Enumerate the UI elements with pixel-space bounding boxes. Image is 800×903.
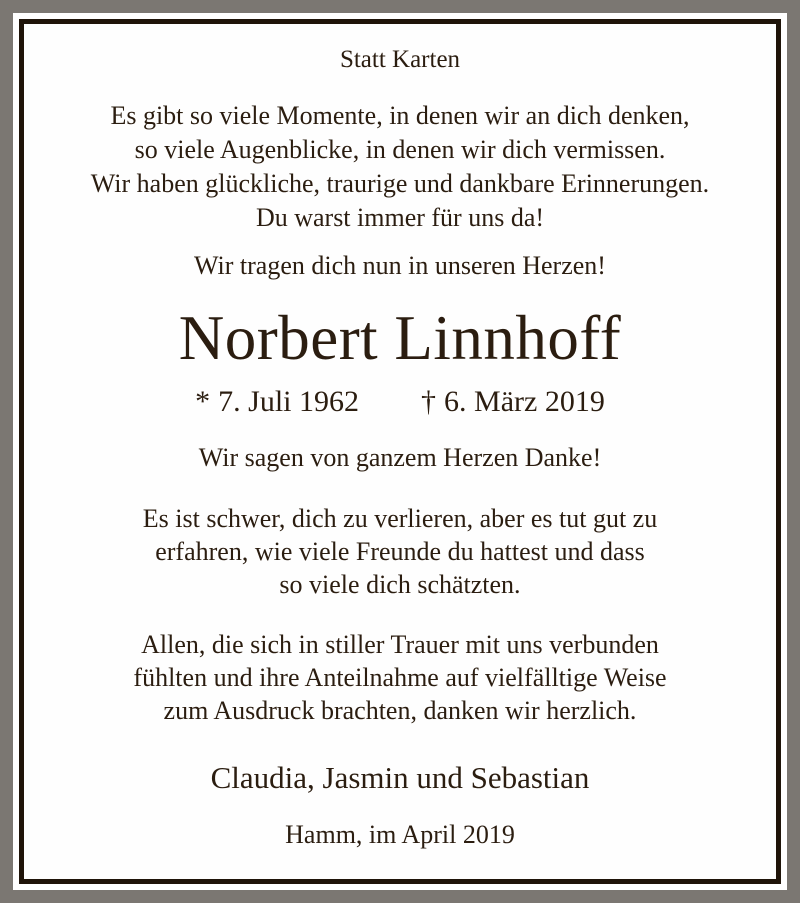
poem-line: Du warst immer für uns da!	[255, 203, 545, 232]
poem-line: so viele Augenblicke, in denen wir dich vermissen.	[134, 135, 666, 164]
paragraph-gratitude	[24, 628, 776, 727]
paragraph-line: Allen, die sich in stiller Trauer mit uns verbunden	[141, 630, 659, 659]
family-signature-line: Claudia, Jasmin und Sebastian	[210, 760, 590, 795]
paragraph-line: fühlten und ihre Anteilnahme auf vielfälltige Weise	[133, 663, 667, 692]
place-date-line: Hamm, im April 2019	[285, 820, 515, 849]
paragraph-line: zum Ausdruck brachten, danken wir herzlich.	[163, 696, 637, 725]
white-mat	[13, 13, 787, 890]
poem-line: Es gibt so viele Momente, in denen wir an dich denken,	[110, 101, 690, 130]
birth-date-text: 7. Juli 1962	[218, 385, 360, 418]
life-dates-row	[24, 383, 776, 421]
deceased-name: Norbert Linnhoff	[178, 303, 622, 373]
paragraph-loss	[24, 502, 776, 601]
death-date-item	[421, 383, 605, 421]
paragraph-line: so viele dich schätzten.	[279, 570, 521, 599]
poem-line: Wir haben glückliche, traurige und dankbare Erinnerungen.	[90, 169, 710, 198]
tribute-line: Wir tragen dich nun in unseren Herzen!	[194, 251, 606, 280]
paragraph-line: erfahren, wie viele Freunde du hattest und dass	[155, 537, 645, 566]
header-statt-karten: Statt Karten	[339, 46, 461, 73]
death-date-text: 6. März 2019	[444, 385, 605, 418]
thanks-line: Wir sagen von ganzem Herzen Danke!	[198, 443, 602, 472]
birth-date-item	[195, 383, 359, 421]
obituary-card	[19, 19, 781, 884]
birth-star-symbol: *	[195, 385, 211, 418]
death-dagger-symbol: †	[421, 385, 437, 418]
memorial-poem	[24, 99, 776, 235]
paragraph-line: Es ist schwer, dich zu verlieren, aber es tut gut zu	[142, 504, 658, 533]
